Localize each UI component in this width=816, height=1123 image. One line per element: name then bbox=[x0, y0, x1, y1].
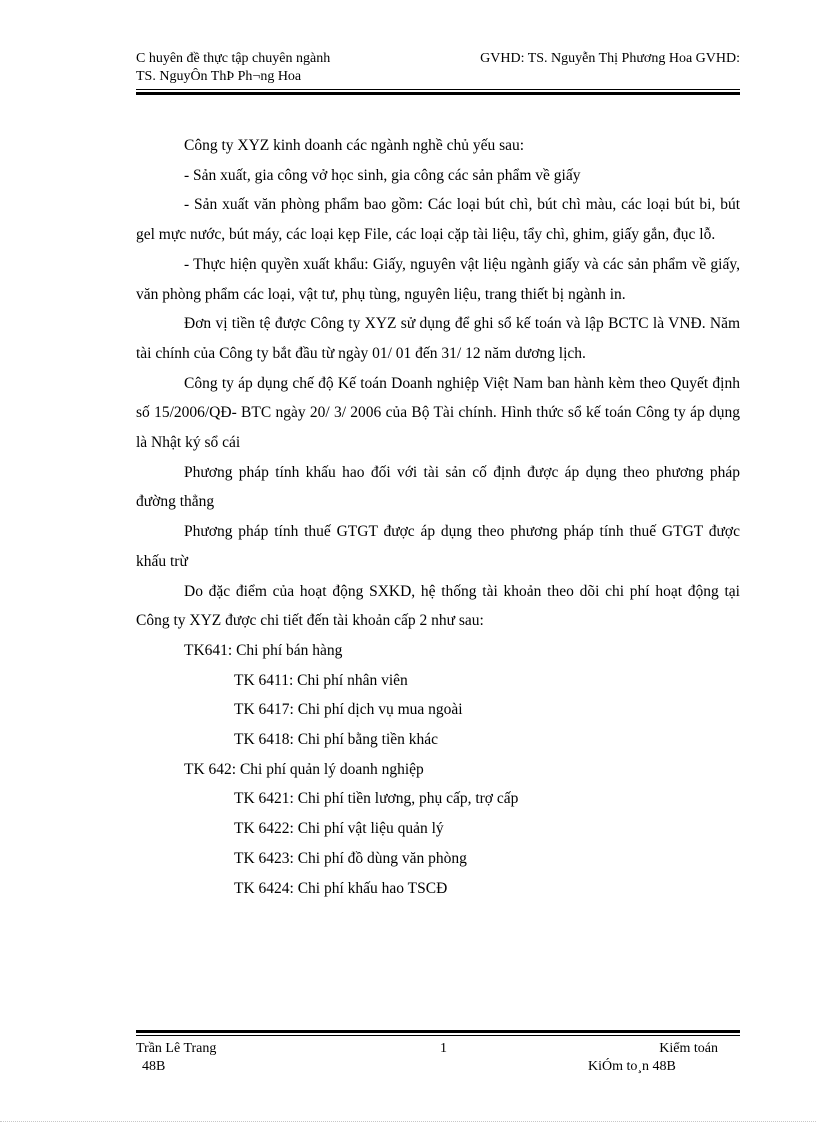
paragraph: Phương pháp tính khấu hao đối với tài sản cố định được áp dụng theo phương pháp đường thẳng bbox=[136, 463, 740, 511]
paragraph: Đơn vị tiền tệ được Công ty XYZ sử dụng để ghi sổ kế toán và lập BCTC là VNĐ. Năm tài chính của Công ty bắt đầu từ ngày 01/ 01 đến 31/ 12 năm dương lịch. bbox=[136, 315, 740, 362]
footer-dept-legacy: KiÓm to¸n 48B bbox=[588, 1059, 676, 1074]
header-supervisor-legacy: TS. NguyÔn ThÞ Ph¬ng Hoa bbox=[136, 69, 302, 84]
paragraph: Công ty XYZ kinh doanh các ngành nghề chủ yếu sau: bbox=[184, 137, 525, 154]
paragraph: Phương pháp tính thuế GTGT được áp dụng theo phương pháp tính thuế GTGT được khấu trừ bbox=[136, 523, 740, 570]
paragraph: - Thực hiện quyền xuất khẩu: Giấy, nguyên vật liệu ngành giấy và các sản phẩm về giấy, văn phòng phẩm các loại, vật tư, phụ tùng, nguyên liệu, trang thiết bị ngành in. bbox=[136, 255, 740, 303]
paragraph: Do đặc điểm của hoạt động SXKD, hệ thống tài khoản theo dõi chi phí hoạt động tại Công ty XYZ được chi tiết đến tài khoản cấp 2 như sau: bbox=[136, 582, 740, 630]
account-line: TK 642: Chi phí quản lý doanh nghiệp bbox=[184, 760, 424, 778]
sub-account-line: TK 6424: Chi phí khấu hao TSCĐ bbox=[234, 879, 448, 897]
header-topic: C huyên đề thực tập chuyên ngành bbox=[136, 51, 331, 66]
sub-account-line: TK 6422: Chi phí vật liệu quản lý bbox=[234, 820, 444, 838]
sub-account-line: TK 6421: Chi phí tiền lương, phụ cấp, trợ cấp bbox=[234, 790, 519, 808]
footer-dept: Kiểm toán bbox=[659, 1041, 718, 1056]
sub-account-line: TK 6411: Chi phí nhân viên bbox=[234, 671, 408, 689]
sub-account-line: TK 6417: Chi phí dịch vụ mua ngoài bbox=[234, 701, 463, 719]
footer-author-block bbox=[136, 1040, 216, 1076]
footer-class: 48B bbox=[142, 1059, 166, 1074]
paragraph: - Sản xuất văn phòng phẩm bao gồm: Các loại bút chì, bút chì màu, các loại bút bi, bút gel mực nước, bút máy, các loại kẹp File, các loại cặp tài liệu, tẩy chì, ghim, giấy gắn, đục lỗ. bbox=[136, 196, 740, 244]
page-header bbox=[136, 50, 740, 86]
sub-account-line: TK 6418: Chi phí bằng tiền khác bbox=[234, 731, 439, 749]
footer-author: Trần Lê Trang bbox=[136, 1041, 217, 1056]
document-body bbox=[136, 131, 740, 903]
header-rule bbox=[136, 89, 740, 95]
page-number: 1 bbox=[440, 1041, 447, 1056]
page-edge bbox=[0, 1121, 816, 1122]
paragraph: - Sản xuất, gia công vở học sinh, gia công các sản phẩm về giấy bbox=[184, 166, 581, 184]
sub-account-line: TK 6423: Chi phí đồ dùng văn phòng bbox=[234, 849, 467, 867]
account-line: TK641: Chi phí bán hàng bbox=[184, 641, 343, 659]
header-supervisor: GVHD: TS. Nguyễn Thị Phương Hoa GVHD: bbox=[480, 51, 740, 66]
footer-dept-block bbox=[588, 1040, 718, 1076]
paragraph: Công ty áp dụng chế độ Kế toán Doanh nghiệp Việt Nam ban hành kèm theo Quyết định số 15/2006/QĐ- BTC ngày 20/ 3/ 2006 của Bộ Tài chính. Hình thức sổ kế toán Công ty áp dụng là Nhật ký sổ cái bbox=[136, 374, 740, 452]
footer-rule bbox=[136, 1030, 740, 1036]
